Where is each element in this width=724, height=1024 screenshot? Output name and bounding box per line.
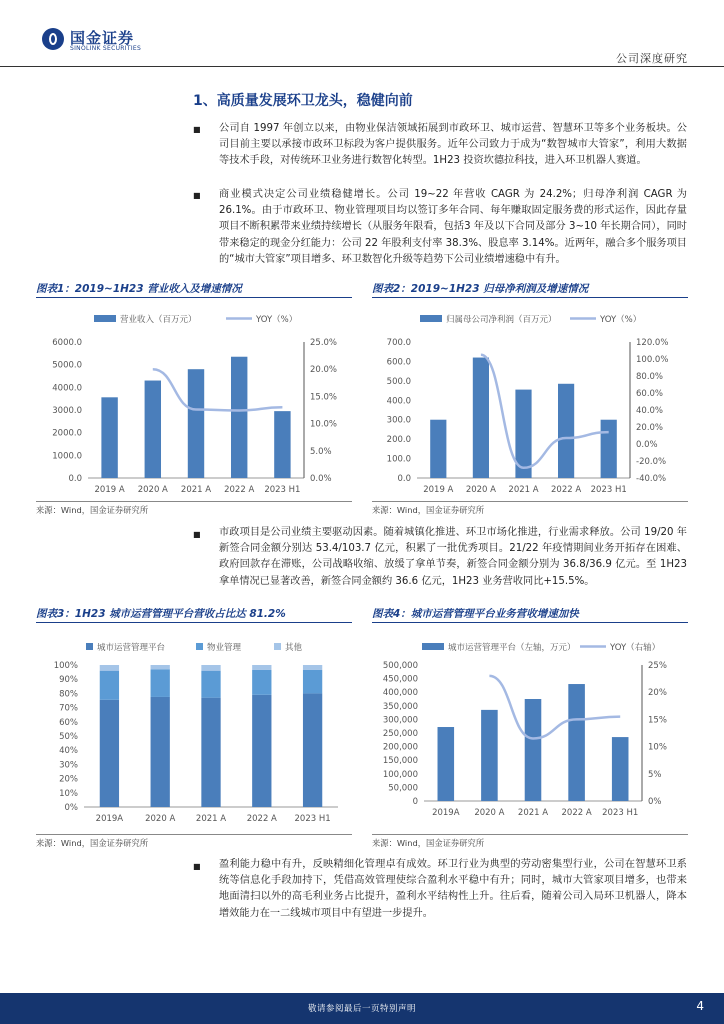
figure-3-rule — [36, 622, 352, 623]
x-tick-label: 2020 A — [465, 485, 496, 495]
y2-tick-label: 20.0% — [310, 365, 338, 376]
legend-swatch — [86, 643, 93, 650]
y-tick-label: 400,000 — [382, 688, 418, 699]
bullet-icon: ■ — [193, 125, 201, 134]
x-tick-label: 2023 H1 — [602, 808, 639, 818]
x-tick-label: 2022 A — [551, 485, 582, 495]
x-tick-label: 2020 A — [145, 814, 176, 824]
y-tick-label: 600.0 — [386, 357, 411, 368]
x-tick-label: 2020 A — [137, 485, 168, 495]
y-tick-label: 400.0 — [386, 396, 411, 407]
y-tick-label: 200,000 — [382, 742, 418, 753]
stacked-bar-segment — [201, 671, 220, 698]
y-tick-label: 40% — [59, 746, 78, 757]
legend-line-label: YOY（%） — [600, 315, 642, 325]
y2-tick-label: 25% — [648, 661, 667, 671]
stacked-bar-segment — [100, 671, 119, 700]
y-tick-label: 6000.0 — [52, 338, 82, 348]
legend-line-label: YOY（右轴） — [610, 643, 661, 653]
legend-bar-swatch — [94, 315, 116, 322]
figure-2-bottom-rule — [372, 501, 688, 502]
y-tick-label: 0% — [64, 803, 78, 813]
bar — [568, 684, 585, 801]
legend-swatch — [274, 643, 281, 650]
legend-label: 其他 — [285, 643, 303, 653]
bar — [558, 384, 574, 478]
header-divider — [0, 66, 724, 67]
legend-bar-swatch — [420, 315, 442, 322]
y-tick-label: 2000.0 — [52, 428, 82, 439]
figure-2-rule — [372, 297, 688, 298]
y-tick-label: 700.0 — [386, 338, 411, 348]
y2-tick-label: 5% — [648, 769, 662, 780]
x-tick-label: 2023 H1 — [264, 485, 301, 495]
y-tick-label: 60% — [59, 717, 78, 728]
y-tick-label: 0.0 — [397, 474, 411, 484]
figure-1-rule — [36, 297, 352, 298]
x-tick-label: 2022 A — [224, 485, 255, 495]
bar — [601, 420, 617, 478]
y2-tick-label: 10.0% — [310, 419, 338, 430]
x-tick-label: 2020 A — [474, 808, 505, 818]
y2-tick-label: 0% — [648, 797, 662, 807]
figure-3-title: 图表3：1H23 城市运营管理平台营收占比达 81.2% — [36, 608, 286, 620]
paragraph-1: 公司自 1997 年创立以来，由物业保洁领域拓展到市政环卫、城市运营、智慧环卫等多个业务板块。公司目前主要以承接市政环卫标段为客户提供服务。近年公司致力于成为“数智城市大管家”，利用大数据等技术手段，对传统环卫业务进行数智化转型。1H23 投资坎德拉科技，进入环卫机器人赛道。 — [219, 123, 687, 167]
legend-bar-label: 城市运营管理平台（左轴，万元） — [448, 643, 576, 653]
stacked-bar-segment — [303, 670, 322, 693]
bar — [525, 699, 542, 801]
y2-tick-label: 100.0% — [636, 355, 669, 365]
x-tick-label: 2023 H1 — [590, 485, 627, 495]
x-tick-label: 2019 A — [94, 485, 125, 495]
stacked-bar-segment — [252, 695, 271, 807]
legend-label: 城市运营管理平台 — [97, 643, 166, 653]
y-tick-label: 10% — [59, 788, 78, 799]
y2-tick-label: -40.0% — [636, 474, 667, 484]
y-tick-label: 0.0 — [68, 474, 82, 484]
y-tick-label: 80% — [59, 689, 78, 700]
figure-3-source: 来源：Wind，国金证券研究所 — [36, 838, 149, 848]
stacked-bar-segment — [151, 697, 170, 807]
figure-3-bottom-rule — [36, 834, 352, 835]
y2-tick-label: 20% — [648, 688, 667, 699]
stacked-bar-segment — [151, 665, 170, 669]
y-tick-label: 90% — [59, 675, 78, 686]
yoy-line — [489, 676, 620, 739]
bullet-icon: ■ — [193, 862, 201, 871]
stacked-bar-segment — [303, 693, 322, 807]
y-tick-label: 200.0 — [386, 435, 411, 446]
stacked-bar-segment — [100, 700, 119, 807]
x-tick-label: 2021 A — [195, 814, 227, 824]
y-tick-label: 50,000 — [388, 783, 418, 794]
legend-swatch — [196, 643, 203, 650]
y2-tick-label: 0.0% — [310, 474, 332, 484]
y2-tick-label: 80.0% — [636, 372, 664, 382]
y-tick-label: 0 — [412, 797, 418, 807]
bar — [145, 381, 161, 478]
bar — [481, 710, 498, 801]
y-tick-label: 100.0 — [386, 454, 411, 465]
section-title: 1、高质量发展环卫龙头，稳健向前 — [193, 93, 413, 109]
bar — [430, 420, 446, 478]
x-tick-label: 2021 A — [508, 485, 539, 495]
y2-tick-label: 25.0% — [310, 338, 338, 348]
y-tick-label: 5000.0 — [52, 360, 82, 371]
y-tick-label: 20% — [59, 774, 78, 785]
figure-2-title: 图表2：2019~1H23 归母净利润及增速情况 — [372, 283, 589, 295]
figure-4-chart — [372, 628, 692, 832]
paragraph-4: 盈利能力稳中有升，反映精细化管理卓有成效。环卫行业为典型的劳动密集型行业，公司在智慧环卫系统等信息化手段加持下，凭借高效管理使综合盈利水平稳中有升；同时，城市大管家项目增多，也带来地面清扫以外的高毛利业务占比提升，盈利水平结构性上升。往后看，随着公司入局环卫机器人，降本增效能力在一二线城市项目中有望进一步提升。 — [219, 859, 687, 919]
figure-4-source: 来源：Wind，国金证券研究所 — [372, 838, 485, 848]
y-tick-label: 1000.0 — [52, 451, 82, 462]
legend-line-label: YOY（%） — [256, 315, 298, 325]
stacked-bar-segment — [201, 665, 220, 671]
y2-tick-label: 10% — [648, 742, 667, 753]
y-tick-label: 50% — [59, 732, 78, 742]
x-tick-label: 2019A — [95, 814, 124, 824]
y2-tick-label: 0.0% — [636, 440, 658, 450]
page-number: 4 — [696, 999, 704, 1013]
company-logo-icon — [42, 28, 64, 50]
bar — [473, 358, 489, 478]
y-tick-label: 100% — [53, 661, 78, 671]
figure-4-title: 图表4：城市运营管理平台业务营收增速加快 — [372, 608, 579, 620]
x-tick-label: 2021 A — [180, 485, 212, 495]
y-tick-label: 100,000 — [382, 769, 418, 780]
figure-1-bottom-rule — [36, 501, 352, 502]
logo-name-cn: 国金证券 — [70, 29, 135, 47]
y-tick-label: 300.0 — [386, 415, 411, 426]
y2-tick-label: -20.0% — [636, 457, 667, 467]
x-tick-label: 2023 H1 — [294, 814, 331, 824]
bar — [101, 397, 117, 478]
y-tick-label: 350,000 — [382, 701, 418, 712]
y-tick-label: 70% — [59, 703, 78, 714]
legend-bar-label: 营业收入（百万元） — [120, 315, 197, 325]
y-tick-label: 500,000 — [382, 661, 418, 671]
figure-4-bottom-rule — [372, 834, 688, 835]
stacked-bar-segment — [303, 665, 322, 670]
yoy-line — [153, 369, 283, 410]
y-tick-label: 450,000 — [382, 674, 418, 685]
y-tick-label: 150,000 — [382, 756, 418, 767]
y-tick-label: 300,000 — [382, 715, 418, 726]
figure-4-rule — [372, 622, 688, 623]
paragraph-2: 商业模式决定公司业绩稳健增长。公司 19~22 年营收 CAGR 为 24.2%；归母净利润 CAGR 为 26.1%。由于市政环卫、物业管理项目均以签订多年合同、每年赚取固定服务费的形式运作，因此存量项目不断积累带来业绩持续增长（从服务年限看，包括3 年及以下合同及部分 3~10 年长期合同），同时带来稳定的现金分红能力：公司 22 年股利支付率 38.3%、股息率 3.14%。近两年，融合多个服务项目的“城市大管家”项目增多、环卫数智化升级等趋势下公司业绩增速稳中有升。 — [219, 189, 687, 265]
y2-tick-label: 15% — [648, 715, 667, 726]
y2-tick-label: 40.0% — [636, 406, 664, 416]
legend-label: 物业管理 — [207, 643, 242, 653]
bullet-icon: ■ — [193, 530, 201, 539]
footer-disclaimer: 敬请参阅最后一页特别声明 — [307, 1004, 416, 1014]
x-tick-label: 2021 A — [517, 808, 549, 818]
bar — [274, 411, 290, 478]
yoy-line — [481, 355, 609, 468]
logo-name-en: SINOLINK SECURITIES — [70, 45, 142, 52]
y-tick-label: 30% — [59, 760, 78, 771]
stacked-bar-segment — [252, 665, 271, 670]
paragraph-3: 市政项目是公司业绩主要驱动因素。随着城镇化推进、环卫市场化推进，行业需求释放。公司 19/20 年新签合同金额分别达 53.4/103.7 亿元，积累了一批优秀项目。21/22 年疫情期间业务开拓存在困难、政府回款存在滞账，公司战略收缩、放缓了拿单节奏，新签合同金额分别为 36.8/36.9 亿元。至 1H23 拿单情况已显著改善，新签合同金额约 36.6 亿元，1H23 业务营收同比+15.5%。 — [219, 527, 687, 587]
stacked-bar-segment — [100, 665, 119, 671]
figure-1-title: 图表1：2019~1H23 营业收入及增速情况 — [36, 283, 242, 295]
figure-3-chart — [36, 628, 356, 832]
y-tick-label: 250,000 — [382, 729, 418, 739]
figure-1-source: 来源：Wind，国金证券研究所 — [36, 505, 149, 515]
figure-2-chart — [372, 300, 692, 500]
x-tick-label: 2019A — [432, 808, 460, 818]
stacked-bar-segment — [201, 698, 220, 807]
figure-1-chart — [36, 300, 356, 500]
y2-tick-label: 120.0% — [636, 338, 669, 348]
legend-bar-swatch — [422, 643, 444, 650]
y2-tick-label: 60.0% — [636, 389, 664, 399]
figure-2-source: 来源：Wind，国金证券研究所 — [372, 505, 485, 515]
x-tick-label: 2019 A — [423, 485, 454, 495]
y-tick-label: 3000.0 — [52, 406, 82, 416]
x-tick-label: 2022 A — [561, 808, 592, 818]
x-tick-label: 2022 A — [246, 814, 277, 824]
bar — [438, 727, 455, 801]
y-tick-label: 500.0 — [386, 376, 411, 387]
stacked-bar-segment — [151, 669, 170, 697]
bar — [612, 737, 629, 801]
y2-tick-label: 20.0% — [636, 423, 664, 433]
report-type: 公司深度研究 — [616, 52, 688, 65]
y2-tick-label: 5.0% — [310, 446, 332, 457]
bar — [231, 357, 247, 478]
y2-tick-label: 15.0% — [310, 392, 338, 403]
bar — [188, 369, 204, 478]
y-tick-label: 4000.0 — [52, 383, 82, 394]
legend-bar-label: 归属母公司净利润（百万元） — [446, 315, 557, 325]
bullet-icon: ■ — [193, 191, 201, 200]
stacked-bar-segment — [252, 670, 271, 695]
